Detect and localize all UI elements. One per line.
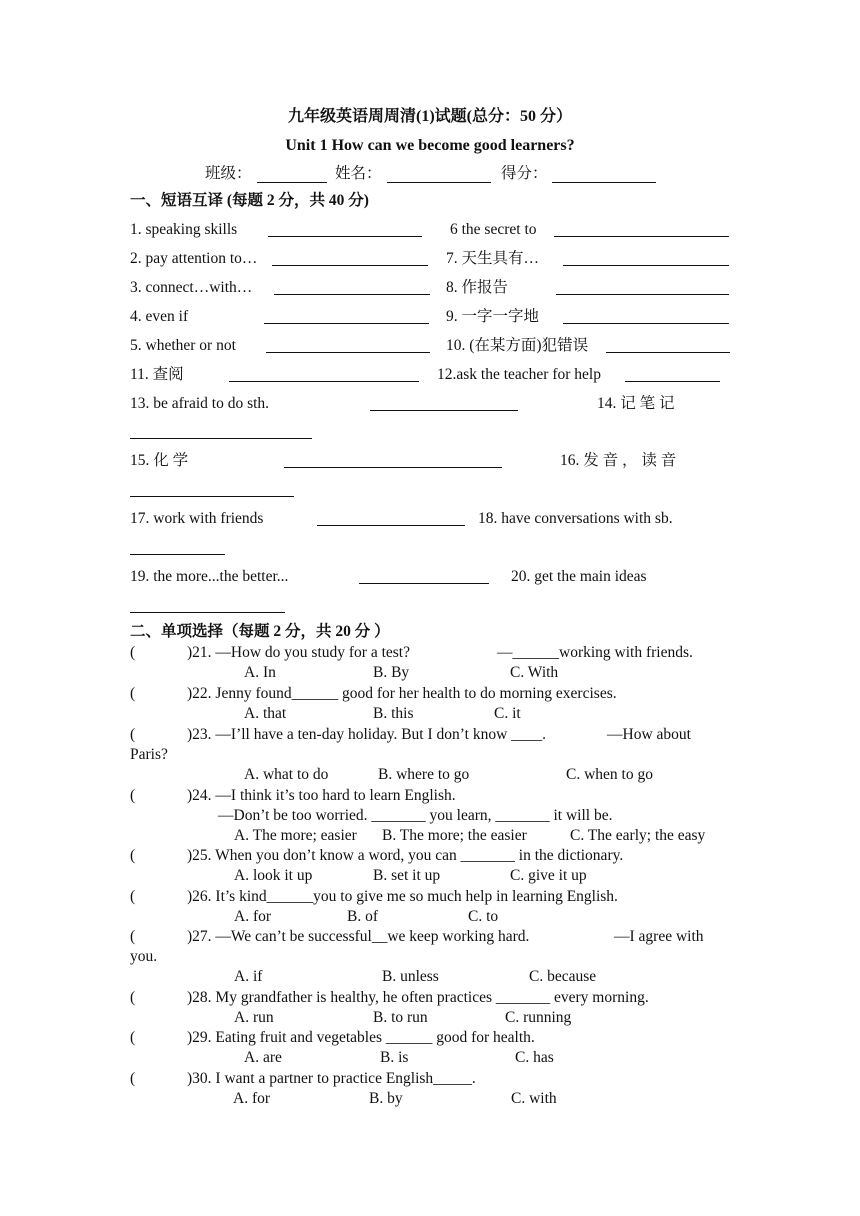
phrase-item: 9. 一字一字地 xyxy=(446,308,540,325)
score-blank[interactable] xyxy=(552,182,656,183)
option-c[interactable]: C. The early; the easy xyxy=(570,827,706,844)
option-a[interactable]: A. if xyxy=(234,968,263,985)
phrase-item: 3. connect…with… xyxy=(130,279,253,296)
option-b[interactable]: B. The more; the easier xyxy=(382,827,527,844)
option-c[interactable]: C. when to go xyxy=(566,766,653,783)
answer-blank[interactable] xyxy=(130,554,225,555)
answer-blank[interactable] xyxy=(554,236,729,237)
question-stem: )28. My grandfather is healthy, he often practices _______ every morning. xyxy=(187,989,649,1006)
answer-bracket[interactable]: ( xyxy=(130,928,136,945)
answer-blank[interactable] xyxy=(130,496,294,497)
phrase-item: 4. even if xyxy=(130,308,189,325)
answer-bracket[interactable]: ( xyxy=(130,787,136,804)
question-continuation: you. xyxy=(130,948,158,965)
score-label: 得分： xyxy=(501,165,548,182)
option-a[interactable]: A. for xyxy=(234,908,272,925)
option-a[interactable]: A. The more; easier xyxy=(234,827,357,844)
answer-bracket[interactable]: ( xyxy=(130,644,136,661)
option-b[interactable]: B. set it up xyxy=(373,867,441,884)
option-a[interactable]: A. run xyxy=(234,1009,274,1026)
question-stem: )22. Jenny found______ good for her health to do morning exercises. xyxy=(187,685,617,702)
option-b[interactable]: B. is xyxy=(380,1049,409,1066)
option-c[interactable]: C. with xyxy=(511,1090,557,1107)
phrase-item: 17. work with friends xyxy=(130,510,264,527)
phrase-item: 8. 作报告 xyxy=(446,279,509,296)
answer-blank[interactable] xyxy=(274,294,430,295)
answer-bracket[interactable]: ( xyxy=(130,1070,136,1087)
question-response: —I agree with xyxy=(614,928,704,945)
option-b[interactable]: B. By xyxy=(373,664,410,681)
option-a[interactable]: A. what to do xyxy=(244,766,329,783)
answer-blank[interactable] xyxy=(266,352,430,353)
question-stem: )25. When you don’t know a word, you can _______ in the dictionary. xyxy=(187,847,624,864)
answer-bracket[interactable]: ( xyxy=(130,888,136,905)
phrase-item: 1. speaking skills xyxy=(130,221,238,238)
option-b[interactable]: B. to run xyxy=(373,1009,428,1026)
answer-blank[interactable] xyxy=(563,323,729,324)
option-c[interactable]: C. give it up xyxy=(510,867,587,884)
phrase-item: 11. 查阅 xyxy=(130,366,184,383)
phrase-item: 14. 记 笔 记 xyxy=(597,395,675,412)
answer-blank[interactable] xyxy=(264,323,429,324)
question-stem: )27. —We can’t be successful__we keep working hard. xyxy=(187,928,530,945)
option-b[interactable]: B. this xyxy=(373,705,414,722)
option-c[interactable]: C. because xyxy=(529,968,597,985)
question-stem: )23. —I’ll have a ten-day holiday. But I don’t know ____. xyxy=(187,726,547,743)
option-a[interactable]: A. for xyxy=(233,1090,271,1107)
section1-heading: 一、短语互译 (每题 2 分，共 40 分) xyxy=(130,192,369,209)
phrase-item: 15. 化 学 xyxy=(130,452,189,469)
option-c[interactable]: C. it xyxy=(494,705,521,722)
answer-bracket[interactable]: ( xyxy=(130,685,136,702)
phrase-item: 2. pay attention to… xyxy=(130,250,258,267)
phrase-item: 13. be afraid to do sth. xyxy=(130,395,270,412)
name-blank[interactable] xyxy=(387,182,491,183)
answer-blank[interactable] xyxy=(130,438,312,439)
answer-blank[interactable] xyxy=(130,612,285,613)
answer-blank[interactable] xyxy=(272,265,428,266)
option-b[interactable]: B. where to go xyxy=(378,766,470,783)
phrase-item: 18. have conversations with sb. xyxy=(478,510,673,527)
question-stem: )21. —How do you study for a test? xyxy=(187,644,410,661)
phrase-item: 7. 天生具有… xyxy=(446,250,540,267)
question-line2: —Don’t be too worried. _______ you learn, _______ it will be. xyxy=(218,807,613,824)
phrase-item: 6 the secret to xyxy=(450,221,537,238)
phrase-item: 19. the more...the better... xyxy=(130,568,289,585)
phrase-item: 12.ask the teacher for help xyxy=(437,366,601,383)
answer-blank[interactable] xyxy=(625,381,720,382)
answer-blank[interactable] xyxy=(370,410,518,411)
answer-blank[interactable] xyxy=(563,265,729,266)
page-title: 九年级英语周周清(1)试题(总分：50 分） xyxy=(288,108,572,125)
answer-blank[interactable] xyxy=(317,525,465,526)
answer-blank[interactable] xyxy=(359,583,489,584)
option-c[interactable]: C. running xyxy=(505,1009,572,1026)
option-a[interactable]: A. are xyxy=(244,1049,282,1066)
phrase-item: 20. get the main ideas xyxy=(511,568,647,585)
answer-bracket[interactable]: ( xyxy=(130,1029,136,1046)
question-stem: )30. I want a partner to practice English_____. xyxy=(187,1070,476,1087)
answer-bracket[interactable]: ( xyxy=(130,726,136,743)
answer-blank[interactable] xyxy=(284,467,502,468)
option-a[interactable]: A. In xyxy=(244,664,276,681)
question-stem: )24. —I think it’s too hard to learn English. xyxy=(187,787,456,804)
question-response: —How about xyxy=(607,726,691,743)
option-a[interactable]: A. look it up xyxy=(234,867,313,884)
answer-blank[interactable] xyxy=(556,294,729,295)
class-blank[interactable] xyxy=(257,182,327,183)
phrase-item: 5. whether or not xyxy=(130,337,236,354)
option-b[interactable]: B. of xyxy=(347,908,378,925)
answer-bracket[interactable]: ( xyxy=(130,989,136,1006)
answer-bracket[interactable]: ( xyxy=(130,847,136,864)
option-b[interactable]: B. unless xyxy=(382,968,439,985)
section2-heading: 二、单项选择（每题 2 分，共 20 分 ） xyxy=(130,623,390,640)
answer-blank[interactable] xyxy=(268,236,422,237)
option-b[interactable]: B. by xyxy=(369,1090,403,1107)
question-stem: )29. Eating fruit and vegetables ______ good for health. xyxy=(187,1029,535,1046)
answer-blank[interactable] xyxy=(606,352,730,353)
answer-blank[interactable] xyxy=(229,381,419,382)
option-a[interactable]: A. that xyxy=(244,705,287,722)
option-c[interactable]: C. to xyxy=(468,908,499,925)
phrase-item: 16. 发 音 ， 读 音 xyxy=(560,452,677,469)
class-label: 班级： xyxy=(205,165,252,182)
option-c[interactable]: C. has xyxy=(515,1049,554,1066)
option-c[interactable]: C. With xyxy=(510,664,559,681)
phrase-item: 10. (在某方面)犯错误 xyxy=(446,337,589,354)
question-continuation: Paris? xyxy=(130,746,168,763)
question-stem: )26. It’s kind______you to give me so much help in learning English. xyxy=(187,888,618,905)
question-response: —______working with friends. xyxy=(497,644,693,661)
name-label: 姓名： xyxy=(335,165,382,182)
unit-title: Unit 1 How can we become good learners? xyxy=(285,137,575,154)
